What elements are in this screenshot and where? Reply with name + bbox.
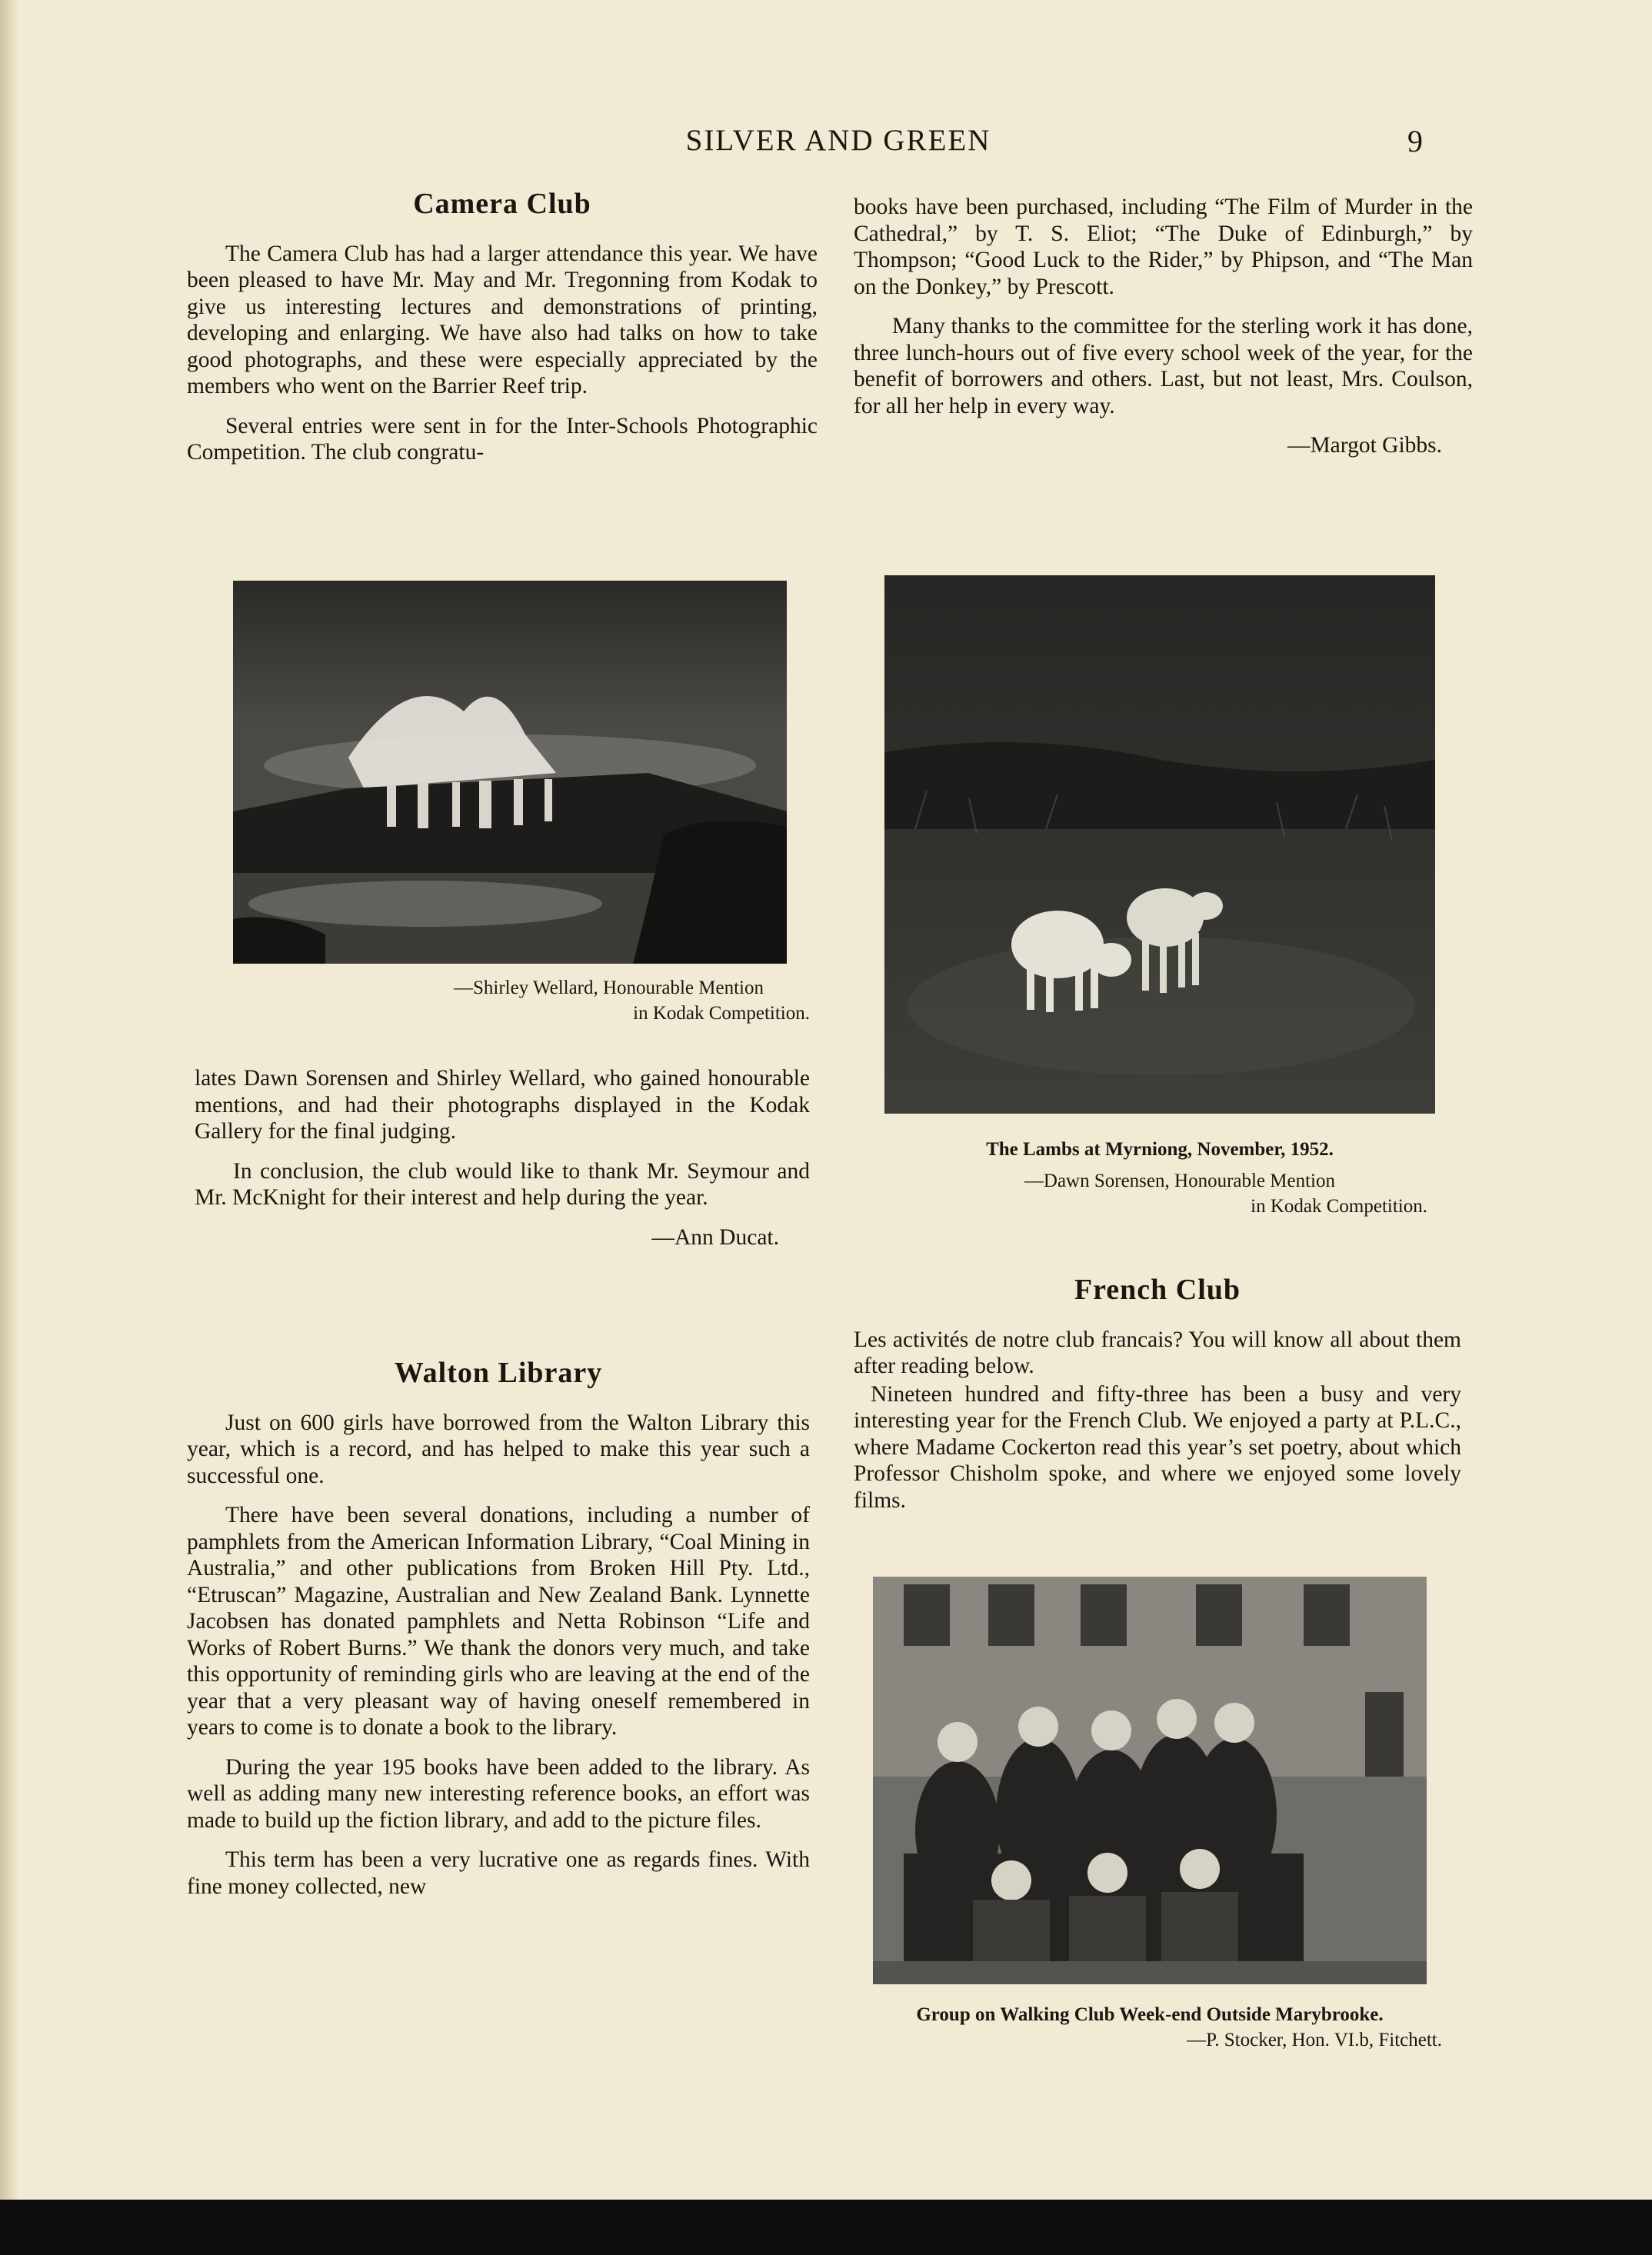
- page-number: 9: [1407, 124, 1423, 158]
- camera-club-heading: Camera Club: [413, 188, 591, 220]
- caption-title: The Lambs at Myrniong, November, 1952.: [986, 1139, 1334, 1160]
- french-club-paragraph: Nineteen hundred and fifty-three has been a busy and very interesting year for the French Club. We enjoyed a party at P.L.C., where Madame Cockerton read this year’s set poetry, about which Professor Chisholm spoke, and where we enjoyed some lovely films.: [854, 1381, 1461, 1513]
- french-club-section: [854, 1274, 1461, 1527]
- scan-bottom-border: [0, 2200, 1652, 2255]
- camera-club-paragraph: lates Dawn Sorensen and Shirley Wellard, who gained honourable mentions, and had their photographs displayed in the Kodak Gallery for the final judging.: [195, 1066, 810, 1144]
- walton-library-paragraph: There have been several donations, including a number of pamphlets from the American Information Library, “Coal Mining in Australia,” and other publications from Broken Hill Pty. Ltd., “Etruscan” Magazine, Australian and New Zealand Bank. Lynnette Jacobsen has donated pamphlets and Netta Robinson “Life and Works of Robert Burns.” We thank the donors very much, and take this opportunity of reminding girls who are leaving at the end of the year that a very pleasant way of having oneself remembered in years to come is to donate a book to the library.: [187, 1503, 810, 1740]
- group-photo: [873, 1577, 1427, 1984]
- camera-club-paragraph: The Camera Club has had a larger attendance this year. We have been pleased to have Mr. May and Mr. Tregonning from Kodak to give us interesting lectures and demonstrations of printing, developing and enlarging. We have also had talks on how to take good photographs, and these were especially appreciated by the members who went on the Barrier Reef trip.: [187, 241, 818, 398]
- walton-library-section: [187, 1357, 810, 1913]
- french-club-paragraph: Les activités de notre club francais? You will know all about them after reading below.: [854, 1327, 1461, 1378]
- caption-line: —P. Stocker, Hon. VI.b, Fitchett.: [1187, 2030, 1442, 2050]
- caption-line: in Kodak Competition.: [1251, 1196, 1427, 1217]
- camera-club-paragraph: Several entries were sent in for the Inter-Schools Photographic Competition. The club congratu-: [187, 413, 818, 465]
- walton-library-signature: —Margot Gibbs.: [1287, 433, 1442, 458]
- walton-library-paragraph: Just on 600 girls have borrowed from the Walton Library this year, which is a record, and has helped to make this year such a successful one.: [187, 1410, 810, 1488]
- walton-library-paragraph: Many thanks to the committee for the sterling work it has done, three lunch-hours out of five every school week of the year, for the benefit of borrowers and others. Last, but not least, Mrs. Coulson, for all her help in every way.: [854, 314, 1473, 418]
- caption-title: Group on Walking Club Week-end Outside Marybrooke.: [916, 2004, 1384, 2025]
- walton-library-heading: Walton Library: [394, 1357, 603, 1389]
- camera-club-signature: —Ann Ducat.: [651, 1224, 779, 1250]
- page-spine-shadow: [0, 0, 17, 2200]
- camera-club-paragraph: In conclusion, the club would like to thank Mr. Seymour and Mr. McKnight for their interest and help during the year.: [195, 1158, 810, 1210]
- running-title: SILVER AND GREEN: [685, 124, 991, 157]
- waves-photo-caption: [233, 975, 810, 1026]
- lambs-photo: [884, 575, 1435, 1114]
- walton-library-continued: [854, 194, 1473, 472]
- lambs-photo-caption: [884, 1137, 1435, 1219]
- caption-line: in Kodak Competition.: [633, 1003, 810, 1024]
- camera-club-continued: [195, 1065, 810, 1264]
- group-photo-caption: [834, 2002, 1465, 2053]
- walton-library-paragraph: During the year 195 books have been added to the library. As well as adding many new interesting reference books, an effort was made to build up the fiction library, and add to the picture files.: [187, 1754, 810, 1833]
- caption-line: —Dawn Sorensen, Honourable Mention: [1024, 1171, 1335, 1191]
- camera-club-section: [187, 188, 818, 479]
- waves-photo: [233, 581, 787, 964]
- caption-line: —Shirley Wellard, Honourable Mention: [453, 978, 764, 998]
- french-club-heading: French Club: [1074, 1274, 1241, 1306]
- walton-library-paragraph: books have been purchased, including “The Film of Murder in the Cathedral,” by T. S. Eliot; “The Duke of Edinburgh,” by Thompson; “Good Luck to the Rider,” by Phipson, and “The Man on the Donkey,” by Prescott.: [854, 195, 1473, 299]
- walton-library-paragraph: This term has been a very lucrative one as regards fines. With fine money collected, new: [187, 1847, 810, 1899]
